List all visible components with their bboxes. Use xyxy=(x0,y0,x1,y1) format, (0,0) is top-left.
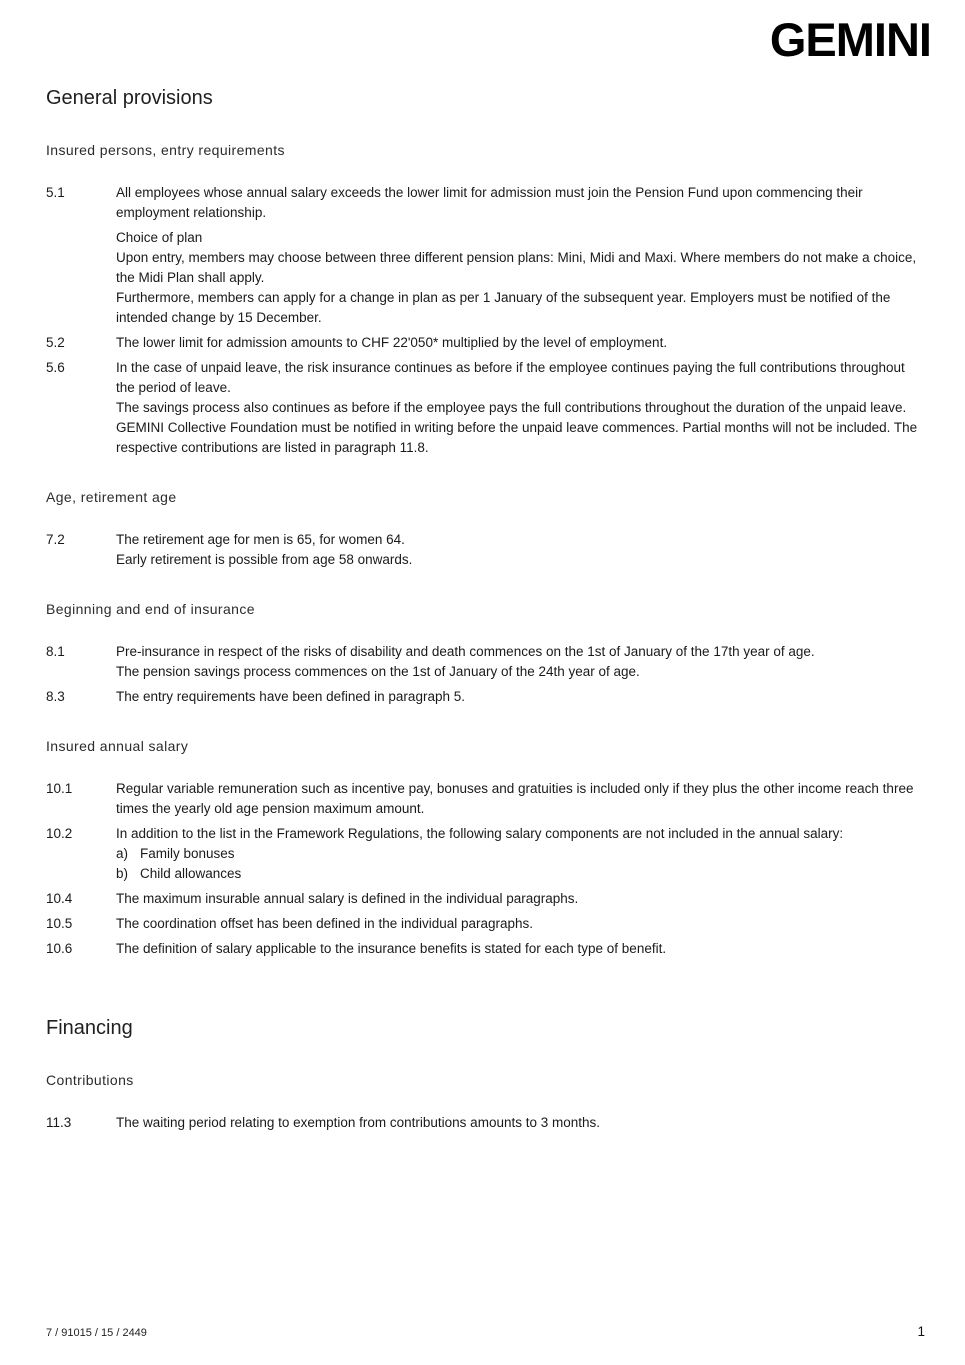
clause-number: 8.3 xyxy=(46,689,65,704)
clause-text: The maximum insurable annual salary is defined in the individual paragraphs. xyxy=(116,891,579,906)
subheading-insured-persons: Insured persons, entry requirements xyxy=(46,142,285,158)
list-label: b) xyxy=(116,866,129,881)
clause-number: 10.6 xyxy=(46,941,73,956)
clause-10-5 xyxy=(46,914,920,934)
clause-text: The retirement age for men is 65, for women 64. xyxy=(116,532,405,547)
clause-number: 8.1 xyxy=(46,644,65,659)
page-footer xyxy=(46,1324,925,1339)
document-reference: 7 / 91015 / 15 / 2449 xyxy=(46,1327,147,1339)
salary-exclusion-list-item-a xyxy=(116,844,920,864)
clause-text: The savings process also continues as before if the employee pays the full contributions throughout the duration of the unpaid leave. xyxy=(116,400,907,415)
clause-number: 10.1 xyxy=(46,781,73,796)
clause-number: 5.1 xyxy=(46,185,65,200)
clause-text: GEMINI Collective Foundation must be notified in writing before the unpaid leave commences. Partial months will not be included. The respective contributions are listed in paragraph 11.8. xyxy=(116,420,918,455)
clause-text: In addition to the list in the Framework Regulations, the following salary components are not included in the annual salary: xyxy=(116,826,844,841)
clause-10-6 xyxy=(46,939,920,959)
salary-exclusion-list-item-b xyxy=(116,864,920,884)
clause-8-3 xyxy=(46,687,920,707)
list-label: a) xyxy=(116,846,129,861)
clause-text: All employees whose annual salary exceeds the lower limit for admission must join the Pension Fund upon commencing their employment relationship. xyxy=(116,185,863,220)
section-title-financing: Financing xyxy=(46,1017,133,1039)
choice-of-plan-block xyxy=(116,228,920,328)
clause-10-2 xyxy=(46,824,920,884)
clause-text: The definition of salary applicable to the insurance benefits is stated for each type of benefit. xyxy=(116,941,667,956)
clause-5-2 xyxy=(46,333,920,353)
clause-text: The waiting period relating to exemption from contributions amounts to 3 months. xyxy=(116,1115,601,1130)
clause-5-6 xyxy=(46,358,920,458)
subheading-contributions: Contributions xyxy=(46,1072,134,1088)
clause-text: Furthermore, members can apply for a change in plan as per 1 January of the subsequent year. Employers must be notified of the intended change by 15 December. xyxy=(116,290,891,325)
list-text: Family bonuses xyxy=(140,846,235,861)
clause-7-2 xyxy=(46,530,920,570)
gemini-logo: GEMINI xyxy=(769,13,931,66)
clause-text: Regular variable remuneration such as incentive pay, bonuses and gratuities is included only if they plus the other income reach three times the yearly old age pension maximum amount. xyxy=(116,781,914,816)
clause-text: The pension savings process commences on the 1st of January of the 24th year of age. xyxy=(116,664,640,679)
choice-of-plan-title: Choice of plan xyxy=(116,230,203,245)
page-number: 1 xyxy=(917,1324,925,1339)
clause-text: The coordination offset has been defined in the individual paragraphs. xyxy=(116,916,534,931)
clause-number: 7.2 xyxy=(46,532,65,547)
clause-number: 5.2 xyxy=(46,335,65,350)
clause-text: Early retirement is possible from age 58 onwards. xyxy=(116,552,413,567)
clause-text: The lower limit for admission amounts to CHF 22'050* multiplied by the level of employment. xyxy=(116,335,668,350)
section-title-general-provisions: General provisions xyxy=(46,87,213,109)
clause-number: 10.4 xyxy=(46,891,73,906)
clause-number: 10.2 xyxy=(46,826,73,841)
clause-11-3 xyxy=(46,1113,920,1133)
clause-5-1 xyxy=(46,183,920,328)
subheading-age-retirement: Age, retirement age xyxy=(46,489,177,505)
clause-number: 5.6 xyxy=(46,360,65,375)
clause-text: Upon entry, members may choose between three different pension plans: Mini, Midi and Maxi. Where members do not make a choice, the Midi Plan shall apply. xyxy=(116,250,917,285)
clause-10-1 xyxy=(46,779,920,819)
clause-10-4 xyxy=(46,889,920,909)
clause-8-1 xyxy=(46,642,920,682)
clause-text: Pre-insurance in respect of the risks of disability and death commences on the 1st of January of the 17th year of age. xyxy=(116,644,815,659)
document-content xyxy=(46,85,920,1133)
list-text: Child allowances xyxy=(140,866,242,881)
subheading-insured-annual-salary: Insured annual salary xyxy=(46,738,189,754)
clause-number: 10.5 xyxy=(46,916,73,931)
subheading-beginning-end-insurance: Beginning and end of insurance xyxy=(46,601,255,617)
clause-number: 11.3 xyxy=(46,1115,72,1130)
clause-text: In the case of unpaid leave, the risk insurance continues as before if the employee continues paying the full contributions throughout the period of leave. xyxy=(116,360,905,395)
clause-text: The entry requirements have been defined in paragraph 5. xyxy=(116,689,465,704)
